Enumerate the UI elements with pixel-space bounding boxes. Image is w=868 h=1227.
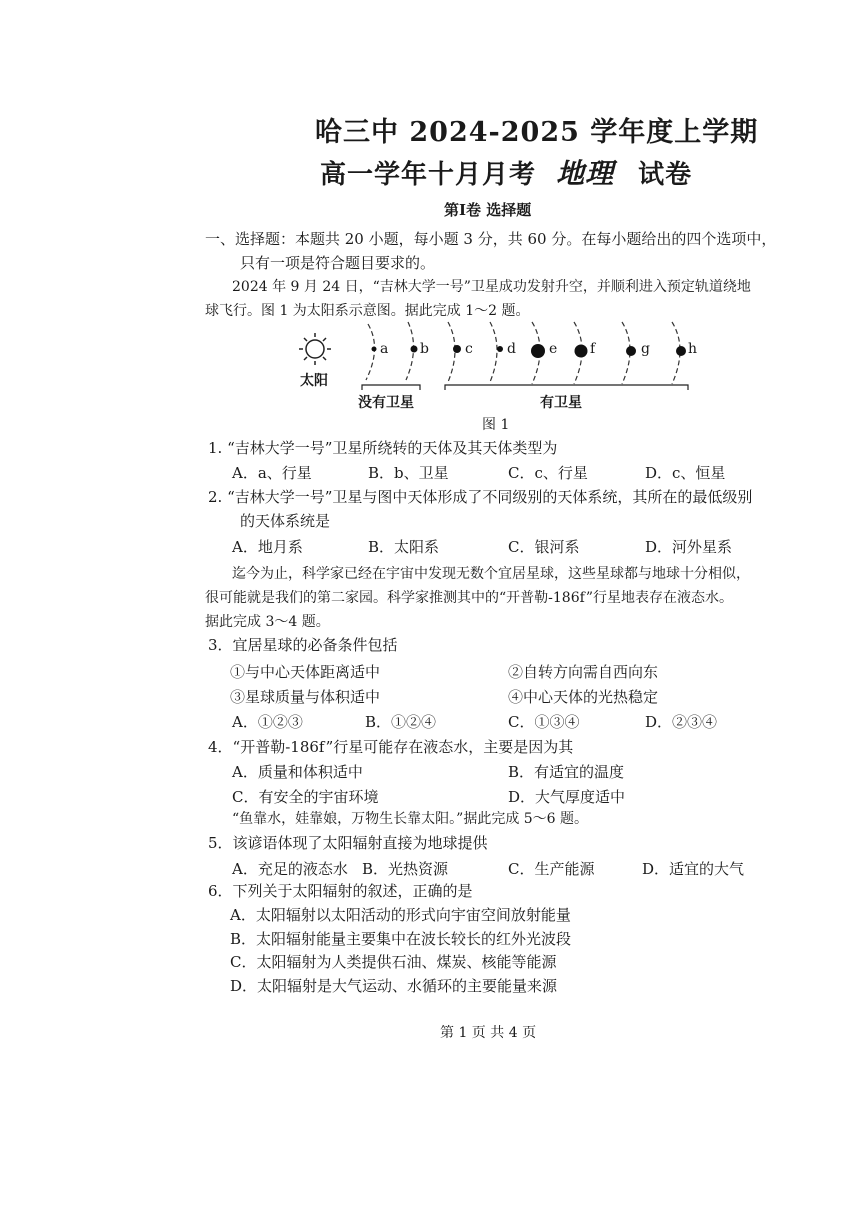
subtitle-prefix: 高一学年十月月考 (320, 160, 537, 190)
exam-subtitle (320, 152, 692, 192)
q3-option-d: D．②③④ (645, 713, 718, 731)
q3-stem: 3．宜居星球的必备条件包括 (208, 636, 398, 654)
q1-option-c: C．c、行星 (508, 464, 588, 482)
q6-option-b: B．太阳辐射能量主要集中在波长较长的红外光波段 (230, 930, 572, 948)
q6-stem: 6．下列关于太阳辐射的叙述，正确的是 (208, 882, 473, 900)
planet-h (676, 346, 686, 356)
planet-d (497, 346, 503, 352)
q5-option-b: B．光热资源 (362, 860, 449, 878)
q3-item-3: ③星球质量与体积适中 (230, 688, 381, 706)
q1-option-d: D．c、恒星 (645, 464, 726, 482)
q3-item-2: ②自转方向需自西向东 (508, 663, 659, 681)
passage2-line2: 很可能就是我们的第二家园。科学家推测其中的“开普勒-186f”行星地表存在液态水。 (205, 590, 733, 606)
passage3-line1: “鱼靠水，娃靠娘，万物生长靠太阳。”据此完成 5～6 题。 (232, 811, 589, 827)
planet-label-b: b (420, 341, 429, 357)
has-satellite-bracket (445, 385, 688, 390)
q2-stem: 2. “吉林大学一号”卫星与图中天体形成了不同级别的天体系统，其所在的最低级别 (208, 488, 753, 506)
subtitle-suffix: 试卷 (638, 160, 693, 190)
q5-stem: 5．该谚语体现了太阳辐射直接为地球提供 (208, 834, 488, 852)
q2-option-b: B．太阳系 (368, 538, 440, 556)
q1-stem: 1. “吉林大学一号”卫星所绕转的天体及其天体类型为 (208, 439, 558, 457)
q5-option-c: C．生产能源 (508, 860, 595, 878)
planet-g (626, 346, 636, 356)
planet-c (453, 345, 461, 353)
sun-label: 太阳 (300, 373, 328, 389)
planet-label-f: f (590, 341, 596, 357)
page-number: 第 1 页 共 4 页 (440, 1025, 537, 1041)
q2-option-c: C．银河系 (508, 538, 580, 556)
q3-item-4: ④中心天体的光热稳定 (508, 688, 659, 706)
has-satellite-label: 有卫星 (540, 395, 582, 411)
q6-option-c: C．太阳辐射为人类提供石油、煤炭、核能等能源 (230, 953, 557, 971)
q4-stem: 4．“开普勒-186f”行星可能存在液态水，主要是因为其 (208, 738, 574, 756)
planet-label-g: g (641, 341, 650, 357)
q2-option-d: D．河外星系 (645, 538, 733, 556)
passage1-line1: 2024 年 9 月 24 日，“吉林大学一号”卫星成功发射升空，并顺利进入预定轨道绕地 (232, 279, 751, 295)
q4-option-b: B．有适宜的温度 (508, 763, 625, 781)
planet-f (575, 345, 588, 358)
passage1-line2: 球飞行。图 1 为太阳系示意图。据此完成 1～2 题。 (205, 303, 530, 319)
q2-option-a: A．地月系 (232, 538, 303, 556)
q6-option-d: D．太阳辐射是大气运动、水循环的主要能量来源 (230, 977, 558, 995)
planet-label-d: d (507, 341, 516, 357)
q4-option-a: A．质量和体积适中 (232, 763, 363, 781)
q3-option-c: C．①③④ (508, 713, 580, 731)
passage2-line1: 迄今为止，科学家已经在宇宙中发现无数个宜居星球，这些星球都与地球十分相似， (232, 566, 750, 582)
q3-item-1: ①与中心天体距离适中 (230, 663, 381, 681)
subject-name: 地理 (556, 157, 615, 190)
q3-option-b: B．①②④ (365, 713, 437, 731)
planet-e (531, 344, 545, 358)
instructions-line1: 一、选择题：本题共 20 小题，每小题 3 分，共 60 分。在每小题给出的四个选项中， (205, 230, 777, 248)
section-title: 第Ⅰ卷 选择题 (444, 201, 532, 219)
q6-option-a: A．太阳辐射以太阳活动的形式向宇宙空间放射能量 (230, 906, 571, 924)
figure-caption: 图 1 (482, 417, 510, 433)
q4-option-d: D．大气厚度适中 (508, 788, 626, 806)
no-satellite-bracket (362, 385, 420, 390)
planet-label-c: c (465, 341, 473, 357)
sun-icon (299, 333, 331, 365)
q1-option-a: A．a、行星 (232, 464, 312, 482)
q4-option-c: C．有安全的宇宙环境 (232, 788, 379, 806)
planet-a (372, 347, 377, 352)
solar-system-diagram (290, 318, 710, 413)
q2-stem-cont: 的天体系统是 (240, 512, 331, 530)
planet-label-a: a (380, 341, 389, 357)
q5-option-a: A．充足的液态水 (232, 860, 348, 878)
planet-label-e: e (549, 341, 558, 357)
instructions-line2: 只有一项是符合题目要求的。 (240, 254, 436, 272)
q5-option-d: D．适宜的大气 (642, 860, 745, 878)
exam-title: 哈三中 2024-2025 学年度上学期 (315, 117, 759, 148)
no-satellite-label: 没有卫星 (358, 395, 414, 411)
planet-b (411, 346, 418, 353)
passage2-line3: 据此完成 3～4 题。 (205, 614, 330, 630)
q3-option-a: A．①②③ (232, 713, 303, 731)
q1-option-b: B．b、卫星 (368, 464, 449, 482)
planet-label-h: h (688, 341, 698, 357)
